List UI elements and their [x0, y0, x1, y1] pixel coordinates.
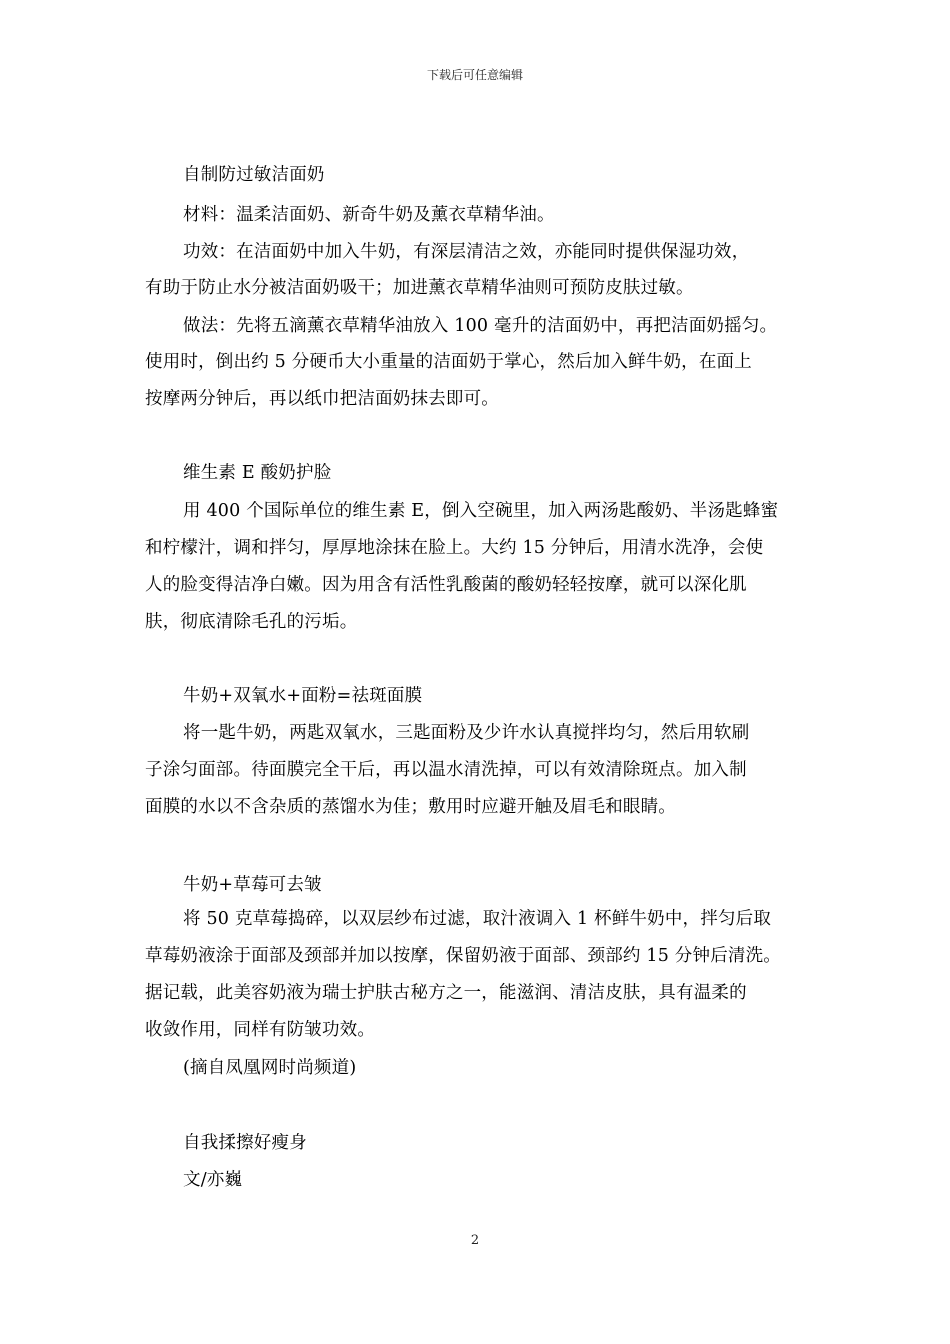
paragraph-line: 和柠檬汁，调和拌匀，厚厚地涂抹在脸上。大约 15 分钟后，用清水洗净，会使	[145, 538, 764, 558]
paragraph-line: 肤，彻底清除毛孔的污垢。	[145, 612, 358, 632]
paragraph-line: 做法：先将五滴薰衣草精华油放入 100 毫升的洁面奶中，再把洁面奶摇匀。	[183, 316, 778, 336]
page-header: 下载后可任意编辑	[426, 68, 523, 82]
paragraph-line: 据记载，此美容奶液为瑞士护肤古秘方之一，能滋润、清洁皮肤，具有温柔的	[145, 983, 747, 1003]
paragraph-line: 将 50 克草莓捣碎，以双层纱布过滤，取汁液调入 1 杯鲜牛奶中，拌匀后取	[183, 909, 772, 929]
section-title-mask: 牛奶+双氧水+面粉=祛斑面膜	[183, 686, 423, 706]
paragraph-line: 材料：温柔洁面奶、新奇牛奶及薰衣草精华油。	[183, 205, 555, 225]
paragraph-line: 有助于防止水分被洁面奶吸干；加进薰衣草精华油则可预防皮肤过敏。	[145, 278, 694, 298]
section-title-vitamin-e: 维生素 E 酸奶护脸	[183, 463, 332, 483]
section-title-strawberry: 牛奶+草莓可去皱	[183, 875, 322, 895]
paragraph-line: 使用时，倒出约 5 分硬币大小重量的洁面奶于掌心，然后加入鲜牛奶，在面上	[145, 352, 752, 372]
paragraph-line: 按摩两分钟后，再以纸巾把洁面奶抹去即可。	[145, 389, 499, 409]
source-note: (摘自凤凰网时尚频道)	[183, 1058, 357, 1078]
paragraph-line: 用 400 个国际单位的维生素 E，倒入空碗里，加入两汤匙酸奶、半汤匙蜂蜜	[183, 501, 779, 521]
page-number: 2	[470, 1233, 480, 1248]
paragraph-line: 将一匙牛奶，两匙双氧水，三匙面粉及少许水认真搅拌均匀，然后用软刷	[183, 723, 750, 743]
paragraph-line: 功效：在洁面奶中加入牛奶，有深层清洁之效，亦能同时提供保湿功效，	[183, 242, 750, 262]
paragraph-line: 子涂匀面部。待面膜完全干后，再以温水清洗掉，可以有效清除斑点。加入制	[145, 760, 747, 780]
paragraph-line: 草莓奶液涂于面部及颈部并加以按摩，保留奶液于面部、颈部约 15 分钟后清洗。	[145, 946, 781, 966]
section-title-cleanser: 自制防过敏洁面奶	[183, 165, 325, 185]
author-line: 文/亦巍	[183, 1170, 243, 1190]
section-title-slimming: 自我揉擦好瘦身	[183, 1133, 307, 1153]
paragraph-line: 收敛作用，同样有防皱功效。	[145, 1020, 376, 1040]
paragraph-line: 人的脸变得洁净白嫩。因为用含有活性乳酸菌的酸奶轻轻按摩，就可以深化肌	[145, 575, 747, 595]
paragraph-line: 面膜的水以不含杂质的蒸馏水为佳；敷用时应避开触及眉毛和眼睛。	[145, 797, 676, 817]
